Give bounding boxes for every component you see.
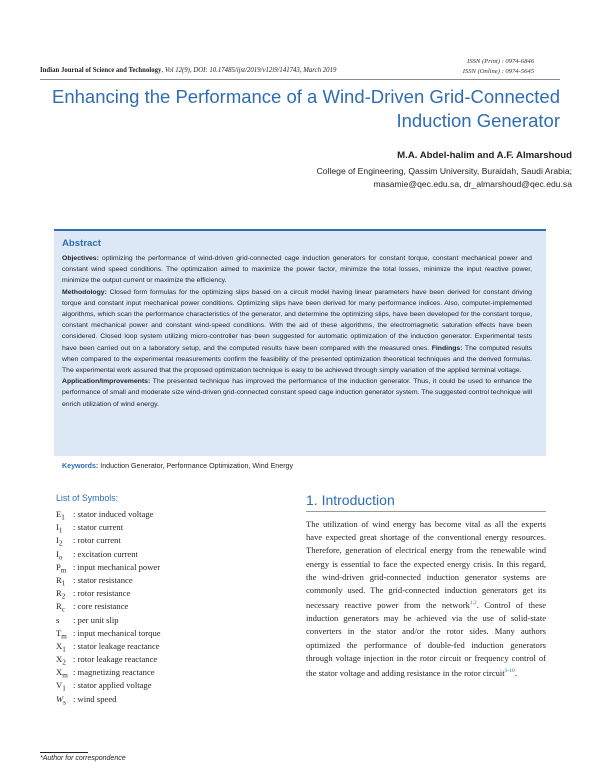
symbol-item <box>56 600 161 613</box>
symbol-desc: : stator current <box>73 522 124 533</box>
section-divider <box>306 511 546 512</box>
symbol-desc: : magnetizing reactance <box>73 667 155 678</box>
symbol: $R_1$ <box>56 574 66 588</box>
symbol-desc: : stator leakage reactance <box>73 640 160 651</box>
symbol-desc: : input mechanical torque <box>73 627 161 638</box>
symbol: s <box>56 614 60 625</box>
header-divider <box>40 79 560 80</box>
application-label: Application/Improvements: <box>62 378 151 386</box>
symbol-item <box>56 521 161 534</box>
symbol-desc: : rotor resistance <box>73 588 131 599</box>
symbol-item <box>56 561 161 574</box>
keywords-text: Induction Generator, Performance Optimization, Wind Energy <box>98 462 294 470</box>
symbol-desc: : excitation current <box>73 548 138 559</box>
issn-online: ISSN (Online) : 0974-5645 <box>462 68 534 75</box>
symbol-item <box>56 693 161 706</box>
symbol: $I_o$ <box>56 548 63 562</box>
abstract-methodology <box>62 287 532 377</box>
issn-block <box>463 57 534 77</box>
symbol-desc: : core resistance <box>73 601 129 612</box>
journal-details: , Vol 12(9), DOI: 10.17485/ijst/2019/v12i9/141743, March 2019 <box>161 67 337 74</box>
abstract-body <box>62 253 532 410</box>
symbol-desc: : stator induced voltage <box>73 509 154 519</box>
symbol: $P_m$ <box>56 561 67 575</box>
keywords-label: Keywords: <box>62 462 99 470</box>
journal-name: Indian Journal of Science and Technology <box>40 67 162 74</box>
symbol: $T_m$ <box>56 627 67 641</box>
symbol-item <box>56 653 161 666</box>
affiliation-institution: College of Engineering, Qassim University, Buraidah, Saudi Arabia; <box>316 166 572 176</box>
symbol: $R_2$ <box>56 588 66 601</box>
section-heading-introduction: 1. Introduction <box>306 492 395 508</box>
symbol-desc: : rotor leakage reactance <box>73 654 158 665</box>
symbol: $X_1$ <box>56 640 66 654</box>
symbol-desc: : input mechanical power <box>73 561 161 572</box>
symbol-item <box>56 508 161 521</box>
abstract-application <box>62 376 532 410</box>
symbols-list <box>56 508 161 706</box>
journal-citation <box>40 67 336 74</box>
symbol-item <box>56 548 161 561</box>
footnote-divider <box>40 752 88 753</box>
citation-link[interactable]: 3-10 <box>504 668 515 675</box>
symbol-item <box>56 534 161 547</box>
symbol-desc: : per unit slip <box>73 614 119 625</box>
objectives-label: Objectives: <box>62 255 99 262</box>
symbols-heading: List of Symbols: <box>56 493 119 503</box>
symbol-desc: : rotor current <box>73 535 121 546</box>
affiliation <box>192 165 572 190</box>
correspondence-footnote: *Author for correspondence <box>40 755 126 762</box>
symbol-item <box>56 627 161 640</box>
findings-label: Findings: <box>431 344 463 352</box>
application-text: The presented technique has improved the performance of the induction generator. Thus, it could be used to enhance the performance of small and moderate size wind-driven grid-connected constant speed cage induction generator system. The suggested control technique will enrich utilization of wind energy. <box>62 378 532 408</box>
symbol-desc: : stator resistance <box>73 574 133 585</box>
symbol: $I_1$ <box>56 522 63 535</box>
author-list: M.A. Abdel-halim and A.F. Almarshoud <box>397 150 572 161</box>
introduction-paragraph: The utilization of wind energy has become vital as all the experts have expected great shortage of the conventional energy resources. Therefore, generation of electrical energy from the renewable wind energy is essential to face the expected energy crisis. In this regard, the wind-driven grid-connected induction generator systems are commonly used. The grid-connected induction generators get its necessary reactive power from the network$^{1,2}$. Control of these induction generators may be achieved via the use of solid-state converters in the stator and/or the rotor sides. Many authors optimized the performance of double-fed induction generators through voltage injection in the rotor circuit or frequency control of the stator voltage and adding resistance in the rotor circuit$^{3-10}$. <box>306 519 546 678</box>
symbol-desc: : stator applied voltage <box>73 680 152 691</box>
symbol-desc: : wind speed <box>73 693 117 704</box>
keywords <box>62 462 293 470</box>
symbol: $E_1$ <box>56 509 65 522</box>
abstract-heading: Abstract <box>62 238 101 249</box>
symbol-item <box>56 679 161 692</box>
affiliation-emails: masamie@qec.edu.sa, dr_almarshoud@qec.edu.sa <box>373 178 572 189</box>
symbol-item <box>56 587 161 600</box>
symbol-item <box>56 666 161 679</box>
issn-print: ISSN (Print) : 0974-6846 <box>467 58 534 65</box>
symbol-item <box>56 640 161 653</box>
symbol: $I_2$ <box>56 535 63 549</box>
symbol-item <box>56 614 161 627</box>
symbol: $R_c$ <box>56 601 65 615</box>
citation-link[interactable]: 1,2 <box>469 600 477 607</box>
symbol: $X_2$ <box>56 654 66 667</box>
paper-title: Enhancing the Performance of a Wind-Driven Grid-Connected Induction Generator <box>52 86 560 131</box>
symbol-item <box>56 574 161 587</box>
symbol: $X_m$ <box>56 667 68 680</box>
symbol: $V_1$ <box>56 680 66 694</box>
abstract-objectives <box>62 253 532 287</box>
symbol: $W_s$ <box>56 693 66 707</box>
methodology-text: Closed form formulas for the optimizing slips based on a circuit model having linear parameters have been derived for constant driving torque and constant input mechanical power conditions. Optimizing slips have been derived for many performance indices. Also, computer-implemented algorithms, which scan the performance characteristics of the generator, and determine the optimizing slips, have been developed for the constant torque, constant mechanical power and constant wind-speed conditions. With the aid of these algorithms, the electromagnetic saturation effects have been considered. Closed loop system utilizing micro-controller has been suggested for automatic optimization of the induction generator. Experimental tests have been carried out on a laboratory setup, and the computed results have been compared with the measured ones. <box>62 288 532 352</box>
findings-text: The computed results when compared to the experimental measurements confirm the feasibility of the presented optimization theoretical techniques and the derived formulas. The experimental work assured that the proposed optimization technique is easy to be achieved through simply variation of the applied terminal voltage. <box>62 344 533 375</box>
objectives-text: optimizing the performance of wind-driven grid-connected cage induction generators for constant torque, constant mechanical power and constant wind speed conditions. The optimization aimed to maximize the power factor, minimize the total losses, minimize the input reactive power, minimize the output current or maximize the efficiency. <box>62 255 532 285</box>
methodology-label: Methodology: <box>62 288 107 296</box>
